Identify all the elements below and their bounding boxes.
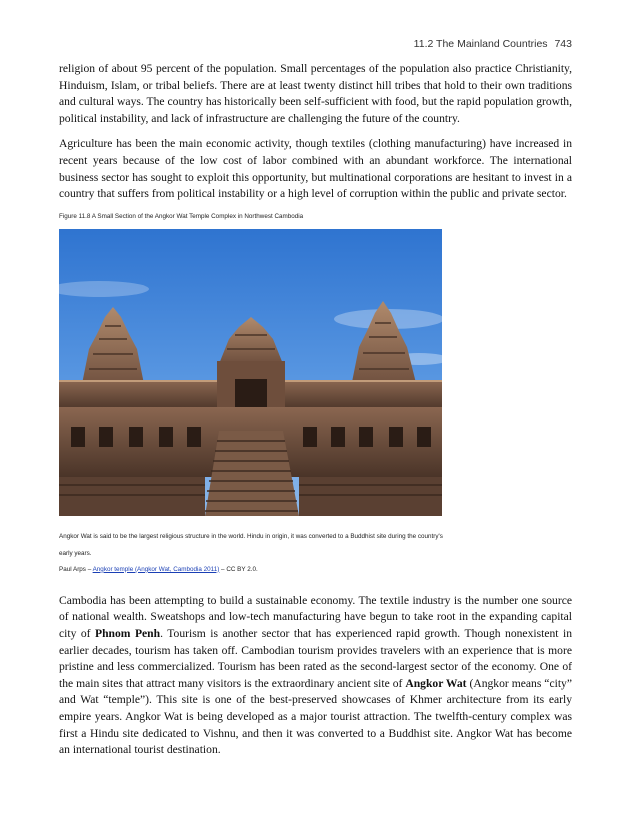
running-header [410, 38, 572, 50]
angkor-wat-photo [59, 229, 442, 516]
page-content [59, 61, 572, 768]
credit-prefix: Paul Arps – [59, 565, 93, 573]
paragraph-2: Agriculture has been the main economic activity, though textiles (clothing manufacturing) have increased in recent years because of the low cost of labor combined with an abundant workforce. The international business sector has sought to exploit this opportunity, but multinational corporations are hesitant to invest in a country that suffers from political instability or a high level of corruption within the public and private sector. [59, 137, 572, 201]
figure-caption: Angkor Wat is said to be the largest religious structure in the world. Hindu in origin, it was converted to a Buddhist site during the country's early years. [59, 532, 443, 557]
page-number: 743 [554, 38, 572, 50]
paragraph-3 [59, 593, 572, 759]
paragraph-3-part-1: Cambodia has been attempting to build a sustainable economy. The textile industry is the number one source of national wealth. Sweatshops and low-tech manufacturing have begun to take root in the expanding capital city of [59, 593, 572, 640]
credit-link[interactable]: Angkor temple (Angkor Wat, Cambodia 2011) [92, 565, 220, 573]
phnom-penh-term: Phnom Penh [95, 626, 161, 640]
paragraph-1: religion of about 95 percent of the population. Small percentages of the population also practice Christianity, Hinduism, Islam, or tribal beliefs. There are at least twenty distinct hill tribes that hold to their own traditions and cultural ways. The country has historically been self-sufficient with food, but the rapid population growth, political instability, and lack of infrastructure are challenging the future of the country. [59, 62, 572, 125]
paragraph-3-part-3: (Angkor means “city” and Wat “temple”). This site is one of the best-preserved showcases of Khmer architecture from its early empire years. Angkor Wat is being developed as a major tourist attraction. The twelfth-century complex was first a Hindu site dedicated to Vishnu, and then it was converted to a Buddhist site. Angkor Wat has become an international tourist destination. [59, 676, 572, 757]
section-title: 11.2 The Mainland Countries [413, 38, 548, 50]
credit-suffix: – CC BY 2.0. [219, 565, 258, 573]
paragraph-3-part-2: . Tourism is another sector that has experienced rapid growth. Though nonexistent in earlier decades, tourism has taken off. Cambodian tourism provides travelers with an experience that is more pristine and less commercialized. Tourism has been rated as the second-largest sector of the economy. One of the main sites that attract many visitors is the extraordinary ancient site of [59, 626, 572, 690]
angkor-wat-term: Angkor Wat [405, 676, 467, 690]
figure-credit [59, 566, 572, 573]
figure-title: Figure 11.8 A Small Section of the Angkor Wat Temple Complex in Northwest Cambodia [59, 212, 304, 220]
